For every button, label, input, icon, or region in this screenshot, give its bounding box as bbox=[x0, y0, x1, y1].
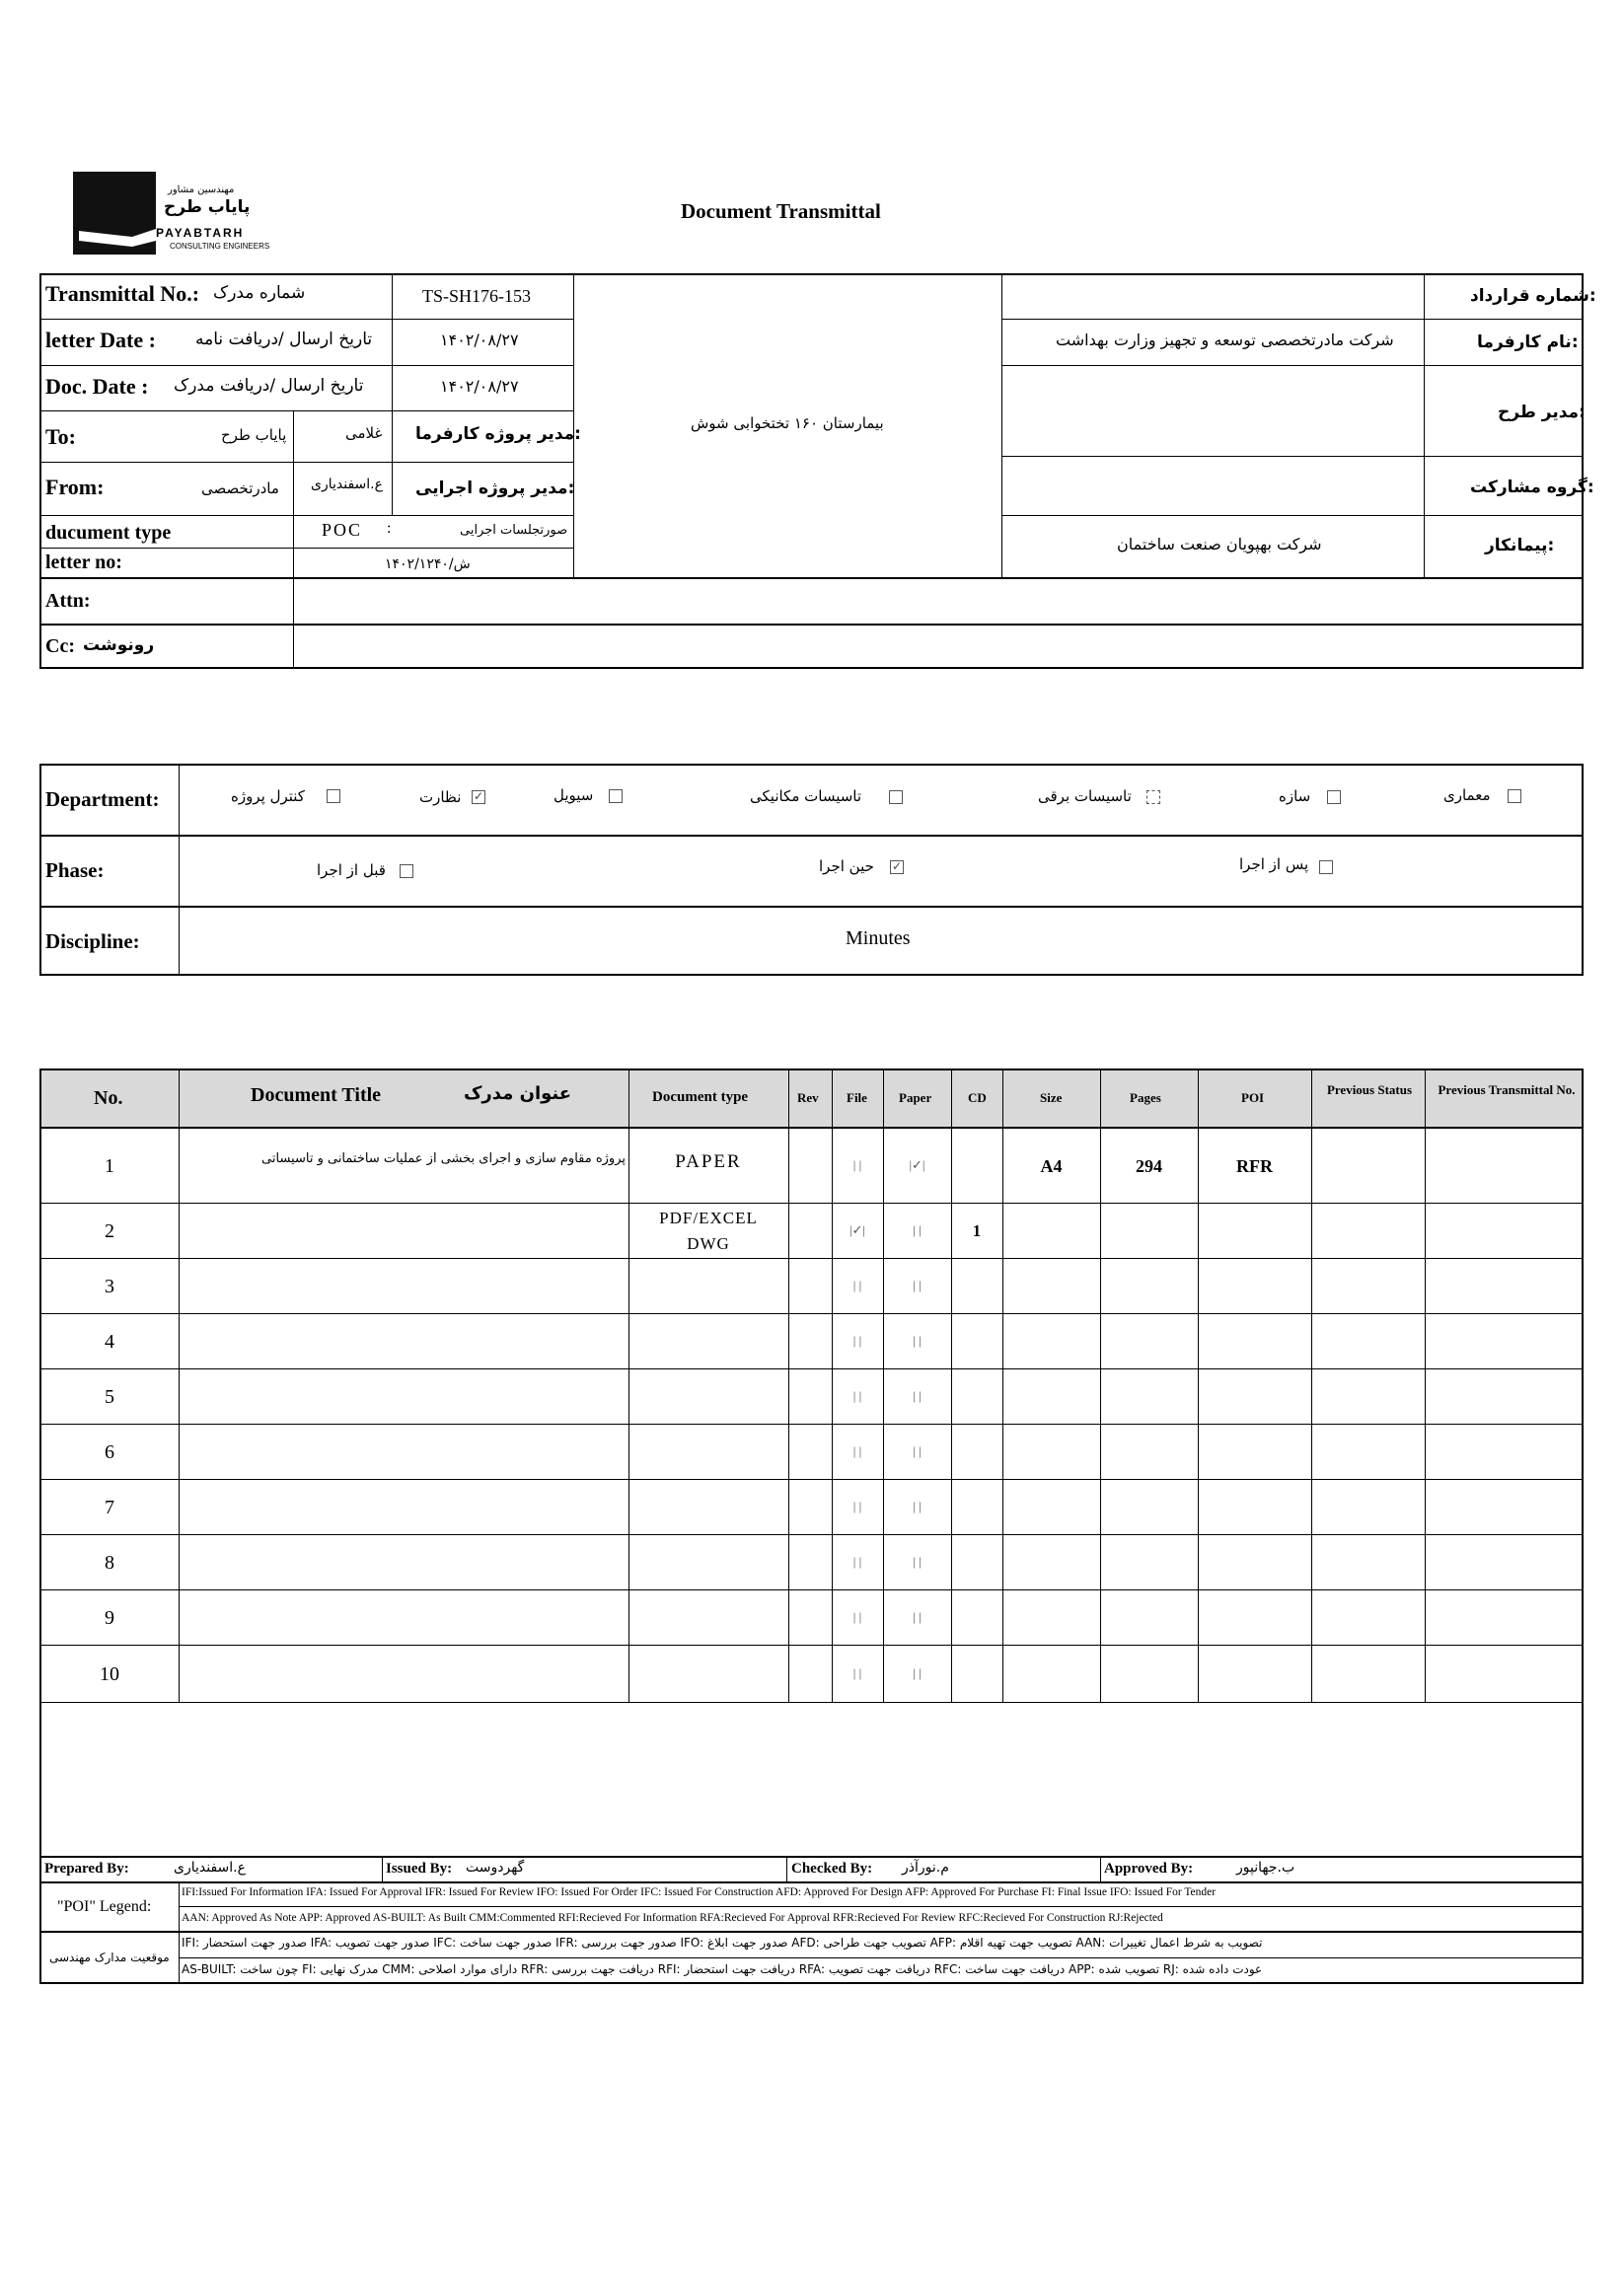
approved-by-label: Approved By: bbox=[1104, 1861, 1194, 1877]
checkbox-icon[interactable] bbox=[1327, 790, 1341, 804]
dept-label: کنترل پروژه bbox=[231, 787, 305, 805]
row-number: 6 bbox=[105, 1441, 114, 1463]
row-size: A4 bbox=[1040, 1155, 1063, 1176]
row-file-checkbox: | | bbox=[852, 1278, 862, 1292]
logo-sub-en: CONSULTING ENGINEERS bbox=[170, 242, 270, 251]
doc-type-fa: صورتجلسات اجرایی bbox=[460, 523, 568, 538]
col-no: No. bbox=[94, 1087, 123, 1109]
contractor-value: شرکت بهپویان صنعت ساختمان bbox=[1117, 535, 1322, 553]
row-file-checkbox: | | bbox=[852, 1388, 862, 1403]
cc-label: Cc: bbox=[45, 635, 75, 657]
col-title-en: Document Title bbox=[251, 1084, 382, 1106]
col-prev-transmittal: Previous Transmittal No. bbox=[1438, 1082, 1576, 1097]
dept-label: تاسیسات برقی bbox=[1038, 787, 1132, 805]
dept-label: معماری bbox=[1443, 786, 1491, 804]
from-person: ع.اسفندیاری bbox=[311, 477, 383, 492]
legend-line-1: IFI:Issued For Information IFA: Issued For Approval IFR: Issued For Review IFO: Issued For Order IFC: Issued For Construction AFD: Approved For Design AFP: Approved For Purchase FI: Final Issue IFO: Issued For Tender bbox=[182, 1886, 1217, 1898]
row-paper-checkbox: | | bbox=[913, 1609, 922, 1624]
employer-value: شرکت مادرتخصصی توسعه و تجهیز وزارت بهداشت bbox=[1056, 331, 1394, 349]
checkbox-checked-icon[interactable]: ✓ bbox=[891, 859, 903, 873]
logo-small-fa: مهندسین مشاور bbox=[168, 184, 235, 195]
letter-date-fa-label: تاریخ ارسال /دریافت نامه bbox=[195, 330, 373, 349]
col-title-fa: عنوان مدرک bbox=[464, 1083, 572, 1104]
row-file-checkbox: | | bbox=[852, 1333, 862, 1348]
col-size: Size bbox=[1040, 1090, 1063, 1105]
legend-line-3: IFI: صدور جهت استحضار IFA: صدور جهت تصویب IFC: صدور جهت ساخت IFR: صدور جهت بررسی IFO: صدور جهت ابلاغ AFD: تصویب جهت طراحی AFP: تصویب جهت تهیه اقلام AAN: تصویب به شرط اعمال تغییرات bbox=[182, 1936, 1263, 1950]
row-number: 8 bbox=[105, 1552, 114, 1574]
row-number: 10 bbox=[100, 1663, 119, 1685]
row-number: 1 bbox=[105, 1154, 114, 1177]
legend-line-2: AAN: Approved As Note APP: Approved AS-BUILT: As Built CMM:Commented RFI:Recieved For Information RFA:Recieved For Approval RFR:Recieved For Review RFC:Recieved For Construction RJ:Rejected bbox=[182, 1912, 1163, 1924]
dept-label: تاسیسات مکانیکی bbox=[750, 787, 862, 805]
row-paper-checkbox: | | bbox=[913, 1499, 922, 1513]
col-cd: CD bbox=[968, 1090, 987, 1105]
documents-table bbox=[39, 1068, 1584, 1984]
row-doc-type-2: DWG bbox=[687, 1234, 730, 1253]
doc-date-fa-label: تاریخ ارسال /دریافت مدرک bbox=[174, 376, 364, 396]
legend-line-4: AS-BUILT: چون ساخت FI: مدرک نهایی CMM: دارای موارد اصلاحی RFR: دریافت جهت بررسی RFI: دریافت جهت استحضار RFA: دریافت جهت تصویب RFC: دریافت جهت ساخت APP: تصویب شده RJ: عودت داده شده bbox=[182, 1962, 1263, 1976]
doc-type-sep: : bbox=[387, 520, 392, 537]
letter-date-label: letter Date : bbox=[45, 328, 156, 352]
checkbox-icon[interactable] bbox=[1508, 789, 1521, 803]
row-number: 3 bbox=[105, 1276, 114, 1297]
prepared-by-label: Prepared By: bbox=[44, 1861, 129, 1877]
doc-date-label: Doc. Date : bbox=[45, 374, 149, 399]
logo-name-en: PAYABTARH bbox=[156, 226, 245, 240]
row-number: 5 bbox=[105, 1386, 114, 1408]
row-poi: RFR bbox=[1236, 1155, 1273, 1176]
checked-by-value: م.نورآذر bbox=[902, 1860, 949, 1876]
col-rev: Rev bbox=[797, 1090, 819, 1105]
letter-no-value: ۱۴۰۲/۱۲۴۰/ش bbox=[385, 556, 471, 572]
row-file-checkbox: | | bbox=[852, 1499, 862, 1513]
from-company: مادرتخصصی bbox=[201, 479, 279, 497]
dept-label: سیویل bbox=[554, 786, 594, 804]
row-paper-checkbox: | | bbox=[913, 1554, 922, 1569]
phase-label-item: قبل از اجرا bbox=[317, 861, 386, 879]
checkbox-icon[interactable] bbox=[1146, 790, 1160, 804]
transmittal-no-value: TS-SH176-153 bbox=[422, 286, 532, 306]
col-doc-type: Document type bbox=[652, 1089, 749, 1105]
row-file-checkbox: | | bbox=[852, 1156, 862, 1172]
checkbox-icon[interactable] bbox=[327, 789, 340, 803]
col-poi: POI bbox=[1241, 1090, 1265, 1105]
attn-label: Attn: bbox=[45, 590, 91, 612]
row-paper-checkbox: | | bbox=[913, 1388, 922, 1403]
to-role-label: مدیر پروژه کارفرما: bbox=[415, 424, 581, 444]
employer-label: نام کارفرما: bbox=[1477, 332, 1579, 352]
logo-name-fa: پایاب طرح bbox=[164, 197, 251, 217]
row-number: 4 bbox=[105, 1331, 114, 1353]
col-pages: Pages bbox=[1130, 1090, 1161, 1105]
cc-fa-label: رونوشت bbox=[83, 635, 155, 655]
issued-by-label: Issued By: bbox=[386, 1861, 453, 1877]
row-cd: 1 bbox=[972, 1221, 982, 1240]
legend-fa-label: موقعیت مدارک مهندسی bbox=[49, 1951, 170, 1964]
approved-by-value: ب.جهانپور bbox=[1236, 1860, 1295, 1876]
contract-no-label: شماره قرارداد: bbox=[1470, 286, 1596, 306]
row-doc-type: PDF/EXCEL bbox=[659, 1209, 758, 1227]
col-file: File bbox=[847, 1090, 867, 1105]
discipline-label: Discipline: bbox=[45, 929, 140, 953]
from-label: From: bbox=[45, 475, 105, 499]
poi-legend-label: "POI" Legend: bbox=[57, 1898, 152, 1915]
doc-type-label: ducument type bbox=[45, 522, 172, 544]
checkbox-icon[interactable] bbox=[609, 789, 623, 803]
prepared-by-value: ع.اسفندیاری bbox=[174, 1860, 246, 1876]
row-paper-checkbox: | | bbox=[913, 1222, 922, 1237]
phase-label-item: پس از اجرا bbox=[1239, 855, 1309, 873]
letter-no-label: letter no: bbox=[45, 552, 122, 573]
design-manager-label: مدیر طرح: bbox=[1498, 403, 1586, 422]
checkbox-icon[interactable] bbox=[889, 790, 903, 804]
row-paper-checkbox: | | bbox=[913, 1333, 922, 1348]
letter-date-value: ۱۴۰۲/۰۸/۲۷ bbox=[440, 331, 519, 349]
row-file-checkbox: | | bbox=[852, 1665, 862, 1680]
dept-label: نظارت bbox=[419, 788, 462, 806]
discipline-value: Minutes bbox=[846, 927, 911, 949]
phase-label-item: حین اجرا bbox=[819, 857, 874, 875]
partnership-label: گروه مشارکت: bbox=[1470, 478, 1594, 497]
checkbox-icon[interactable] bbox=[1319, 860, 1333, 874]
row-paper-checkbox: | | bbox=[913, 1278, 922, 1292]
to-label: To: bbox=[45, 424, 76, 449]
transmittal-no-fa-label: شماره مدرک bbox=[213, 283, 306, 303]
document-title: Document Transmittal bbox=[681, 199, 881, 223]
row-number: 2 bbox=[105, 1220, 114, 1242]
col-paper: Paper bbox=[899, 1090, 932, 1105]
row-number: 7 bbox=[105, 1497, 114, 1518]
dept-label: سازه bbox=[1279, 787, 1311, 805]
contractor-label: پیمانکار: bbox=[1485, 536, 1555, 555]
row-number: 9 bbox=[105, 1607, 114, 1629]
row-paper-checkbox: |✓| bbox=[909, 1156, 925, 1172]
row-file-checkbox: |✓| bbox=[849, 1222, 866, 1237]
phase-label: Phase: bbox=[45, 858, 105, 882]
checkbox-icon[interactable] bbox=[400, 864, 413, 878]
checkbox-checked-icon[interactable]: ✓ bbox=[473, 789, 484, 803]
row-paper-checkbox: | | bbox=[913, 1443, 922, 1458]
payabtarh-logo-icon bbox=[73, 172, 156, 255]
row-file-checkbox: | | bbox=[852, 1609, 862, 1624]
doc-date-value: ۱۴۰۲/۰۸/۲۷ bbox=[440, 377, 519, 396]
project-name: بیمارستان ۱۶۰ تختخوابی شوش bbox=[691, 414, 884, 432]
department-label: Department: bbox=[45, 787, 160, 811]
row-pages: 294 bbox=[1136, 1155, 1162, 1176]
col-prev-status: Previous Status bbox=[1326, 1082, 1413, 1097]
issued-by-value: گهردوست bbox=[466, 1860, 525, 1876]
row-paper-checkbox: | | bbox=[913, 1665, 922, 1680]
doc-type-code: POC bbox=[322, 520, 363, 540]
checked-by-label: Checked By: bbox=[791, 1861, 873, 1877]
company-logo bbox=[73, 172, 280, 257]
row-doc-type: PAPER bbox=[675, 1150, 742, 1172]
from-role-label: مدیر پروژه اجرایی: bbox=[415, 479, 575, 498]
transmittal-no-label: Transmittal No.: bbox=[45, 281, 200, 306]
row-title: پروژه مقاوم سازی و اجرای بخشی از عملیات ساختمانی و تاسیساتی bbox=[261, 1150, 626, 1166]
row-file-checkbox: | | bbox=[852, 1443, 862, 1458]
to-person: غلامی bbox=[345, 424, 383, 442]
row-file-checkbox: | | bbox=[852, 1554, 862, 1569]
to-company: پایاب طرح bbox=[221, 426, 287, 444]
